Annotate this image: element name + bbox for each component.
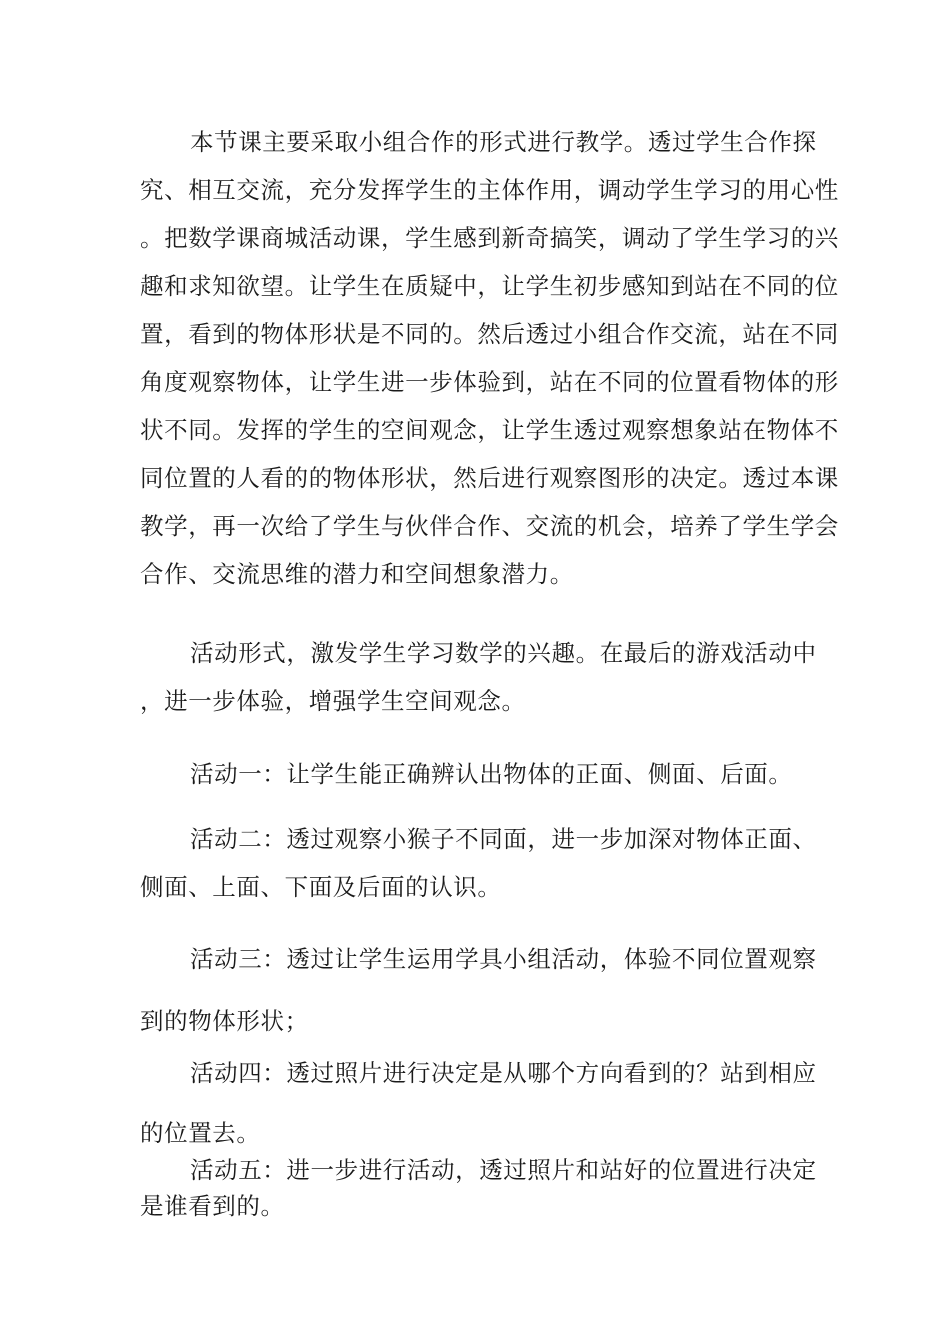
paragraph-teaching-method: 本节课主要采取小组合作的形式进行教学。透过学生合作探究、相互交流，充分发挥学生的主体作用，调动学生学习的用心性。把数学课商城活动课，学生感到新奇搞笑，调动了学生学习的兴趣和求知欲望。让学生在质疑中，让学生初步感知到站在不同的位置，看到的物体形状是不同的。然后透过小组合作交流，站在不同角度观察物体，让学生进一步体验到，站在不同的位置看物体的形状不同。发挥的学生的空间观念，让学生透过观察想象站在物体不同位置的人看的的物体形状，然后进行观察图形的决定。透过本课教学，再一次给了学生与伙伴合作、交流的机会，培养了学生学会合作、交流思维的潜力和空间想象潜力。	[140, 128, 839, 588]
paragraph-activity-five: 活动五：进一步进行活动，透过照片和站好的位置进行决定是谁看到的。	[140, 1156, 817, 1220]
paragraph-activity-four: 活动四：透过照片进行决定是从哪个方向看到的？站到相应的位置去。	[140, 1059, 817, 1147]
paragraph-activity-three: 活动三：透过让学生运用学具小组活动，体验不同位置观察到的物体形状；	[140, 945, 817, 1035]
paragraph-activity-two: 活动二：透过观察小猴子不同面，进一步加深对物体正面、侧面、上面、下面及后面的认识。	[140, 825, 817, 901]
paragraph-activity-one: 活动一：让学生能正确辨认出物体的正面、侧面、后面。	[190, 760, 793, 788]
paragraph-activity-form: 活动形式，激发学生学习数学的兴趣。在最后的游戏活动中，进一步体验，增强学生空间观念。	[140, 639, 817, 715]
